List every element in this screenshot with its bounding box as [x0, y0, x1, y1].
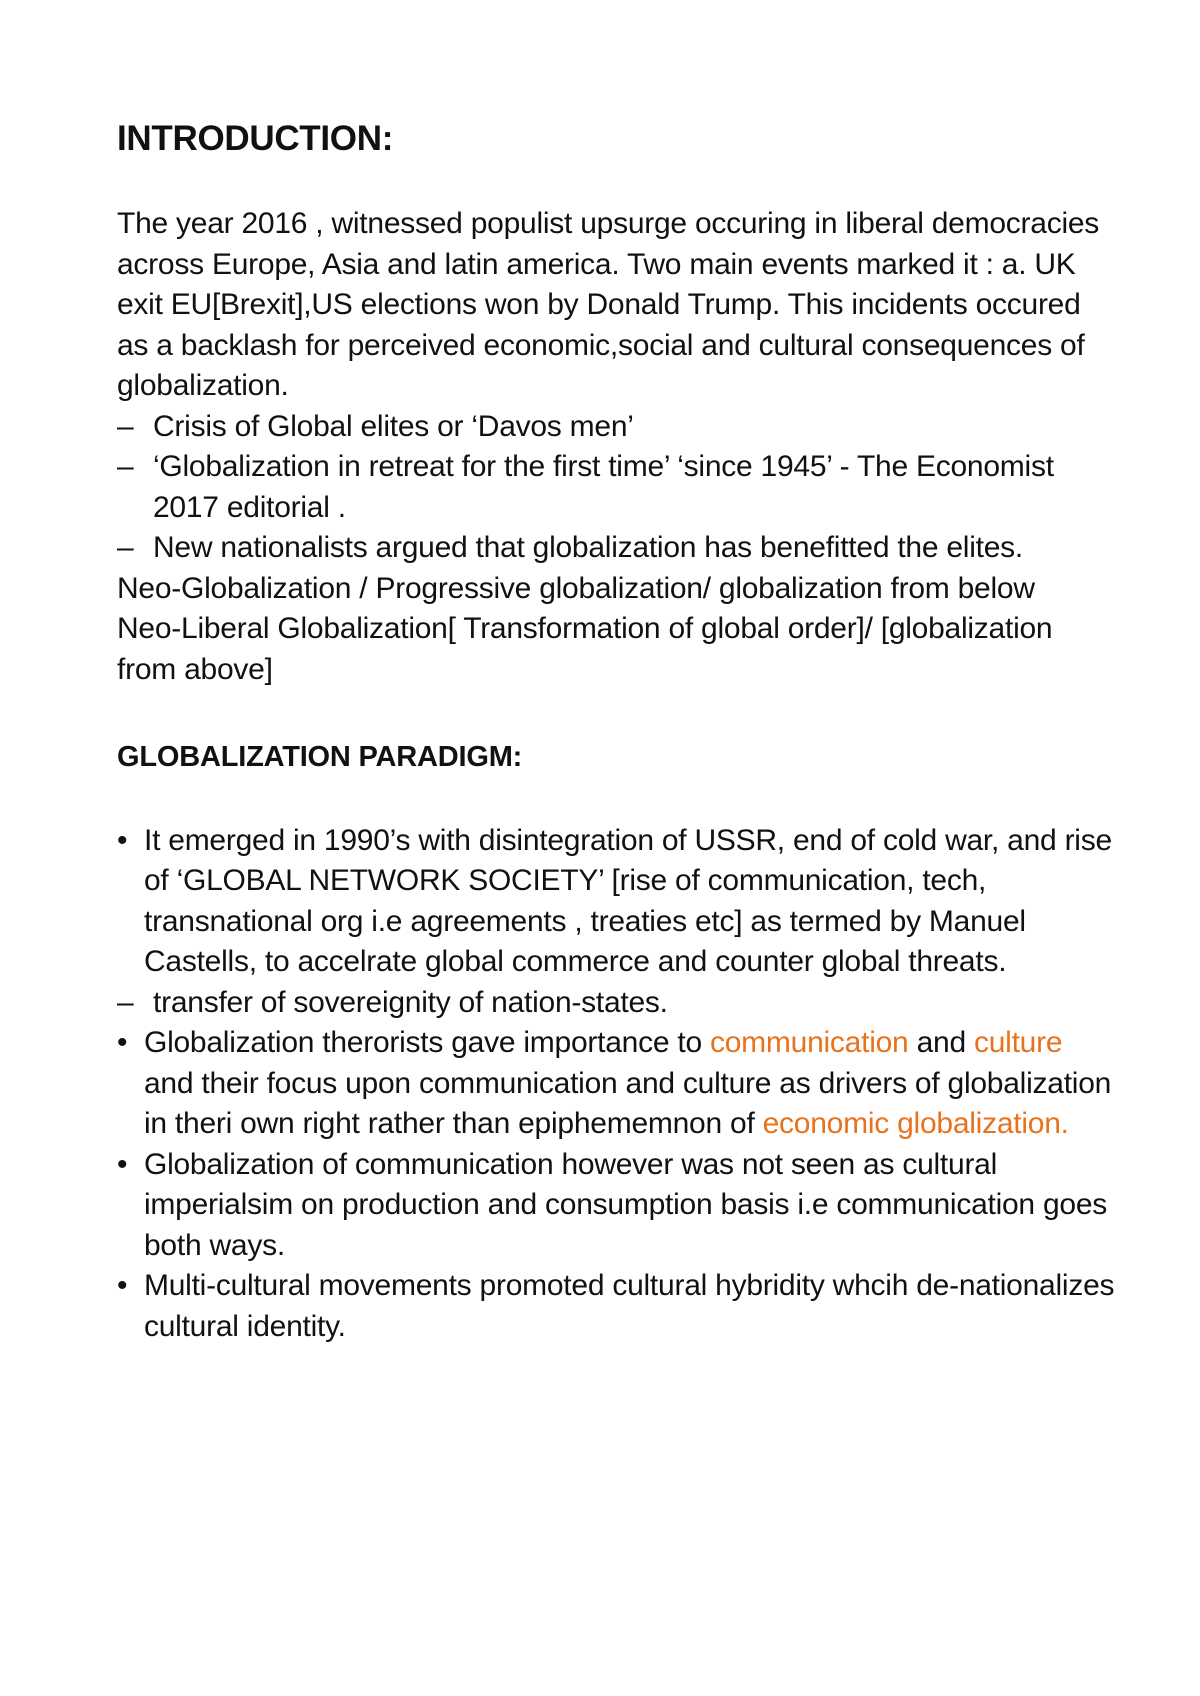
- paradigm-heading: GLOBALIZATION PARADIGM:: [117, 741, 523, 773]
- list-item: [117, 1023, 1117, 1145]
- list-item: [117, 1145, 1117, 1267]
- neo-liberal-line: Neo-Liberal Globalization[ Transformation of global order]/ [globalization from above]: [117, 612, 1053, 686]
- introduction-body: [117, 204, 1117, 690]
- bullet-marker: •: [117, 1147, 128, 1181]
- paradigm-body: [117, 821, 1117, 1348]
- list-item-text: transfer of sovereignity of nation-states.: [153, 985, 668, 1019]
- bullet-marker: •: [117, 823, 128, 857]
- list-item: [117, 1266, 1117, 1347]
- text-segment: and: [908, 1026, 974, 1060]
- list-item-text: It emerged in 1990’s with disintegration of USSR, end of cold war, and rise of ‘GLOBAL NETWORK SOCIETY’ [rise of communication, tech, transnational org i.e agreements , treaties etc] as termed by Manuel Castells, to accelrate global commerce and counter global threats.: [144, 823, 1112, 979]
- highlight-communication: communication: [709, 1026, 909, 1060]
- list-item: [117, 407, 1117, 448]
- list-item-text: Globalization of communication however was not seen as cultural imperialsim on production and consumption basis i.e communication goes both ways.: [144, 1147, 1108, 1262]
- introduction-heading: INTRODUCTION:: [117, 119, 394, 158]
- paradigm-bullet-list-continued: [117, 1023, 1117, 1347]
- dash-marker: –: [117, 531, 134, 564]
- list-item-text: Multi-cultural movements promoted cultural hybridity whcih de-nationalizes cultural identity.: [144, 1269, 1115, 1343]
- bullet-marker: •: [117, 1026, 128, 1060]
- dash-marker: –: [117, 409, 134, 443]
- list-item-text: Crisis of Global elites or ‘Davos men’: [153, 409, 634, 443]
- dash-marker: –: [117, 985, 134, 1019]
- bullet-marker: •: [117, 1269, 128, 1303]
- list-item-text: New nationalists argued that globalization has benefitted the elites.: [153, 531, 1023, 564]
- paradigm-dash-item: [117, 983, 1117, 1024]
- list-item: [117, 821, 1117, 983]
- dash-marker: –: [117, 450, 134, 483]
- document-page: [117, 118, 1117, 1347]
- introduction-dash-list: [117, 407, 1117, 569]
- list-item-text: ‘Globalization in retreat for the first time’ ‘since 1945’ - The Economist 2017 editorial .: [153, 450, 1054, 524]
- text-segment: Globalization therorists gave importance to: [144, 1026, 710, 1060]
- list-item: [117, 447, 1117, 528]
- text-segment: and their focus upon communication and culture as drivers of globalization in theri own right rather than epiphememnon of: [144, 1066, 1112, 1141]
- list-item-text: [144, 1026, 1111, 1140]
- highlight-culture: culture: [973, 1026, 1063, 1060]
- highlight-economic-globalization: economic globalization.: [762, 1107, 1069, 1141]
- list-item: [117, 528, 1117, 569]
- neo-globalization-line: Neo-Globalization / Progressive globalization/ globalization from below: [117, 571, 1035, 605]
- introduction-paragraph: The year 2016 , witnessed populist upsurge occuring in liberal democracies across Europe, Asia and latin america. Two main events marked it : a. UK exit EU[Brexit],US elections won by Donald Trump. This incidents occured as a backlash for perceived economic,social and cultural consequences of globalization.: [117, 207, 1100, 402]
- paradigm-bullet-list: [117, 821, 1117, 983]
